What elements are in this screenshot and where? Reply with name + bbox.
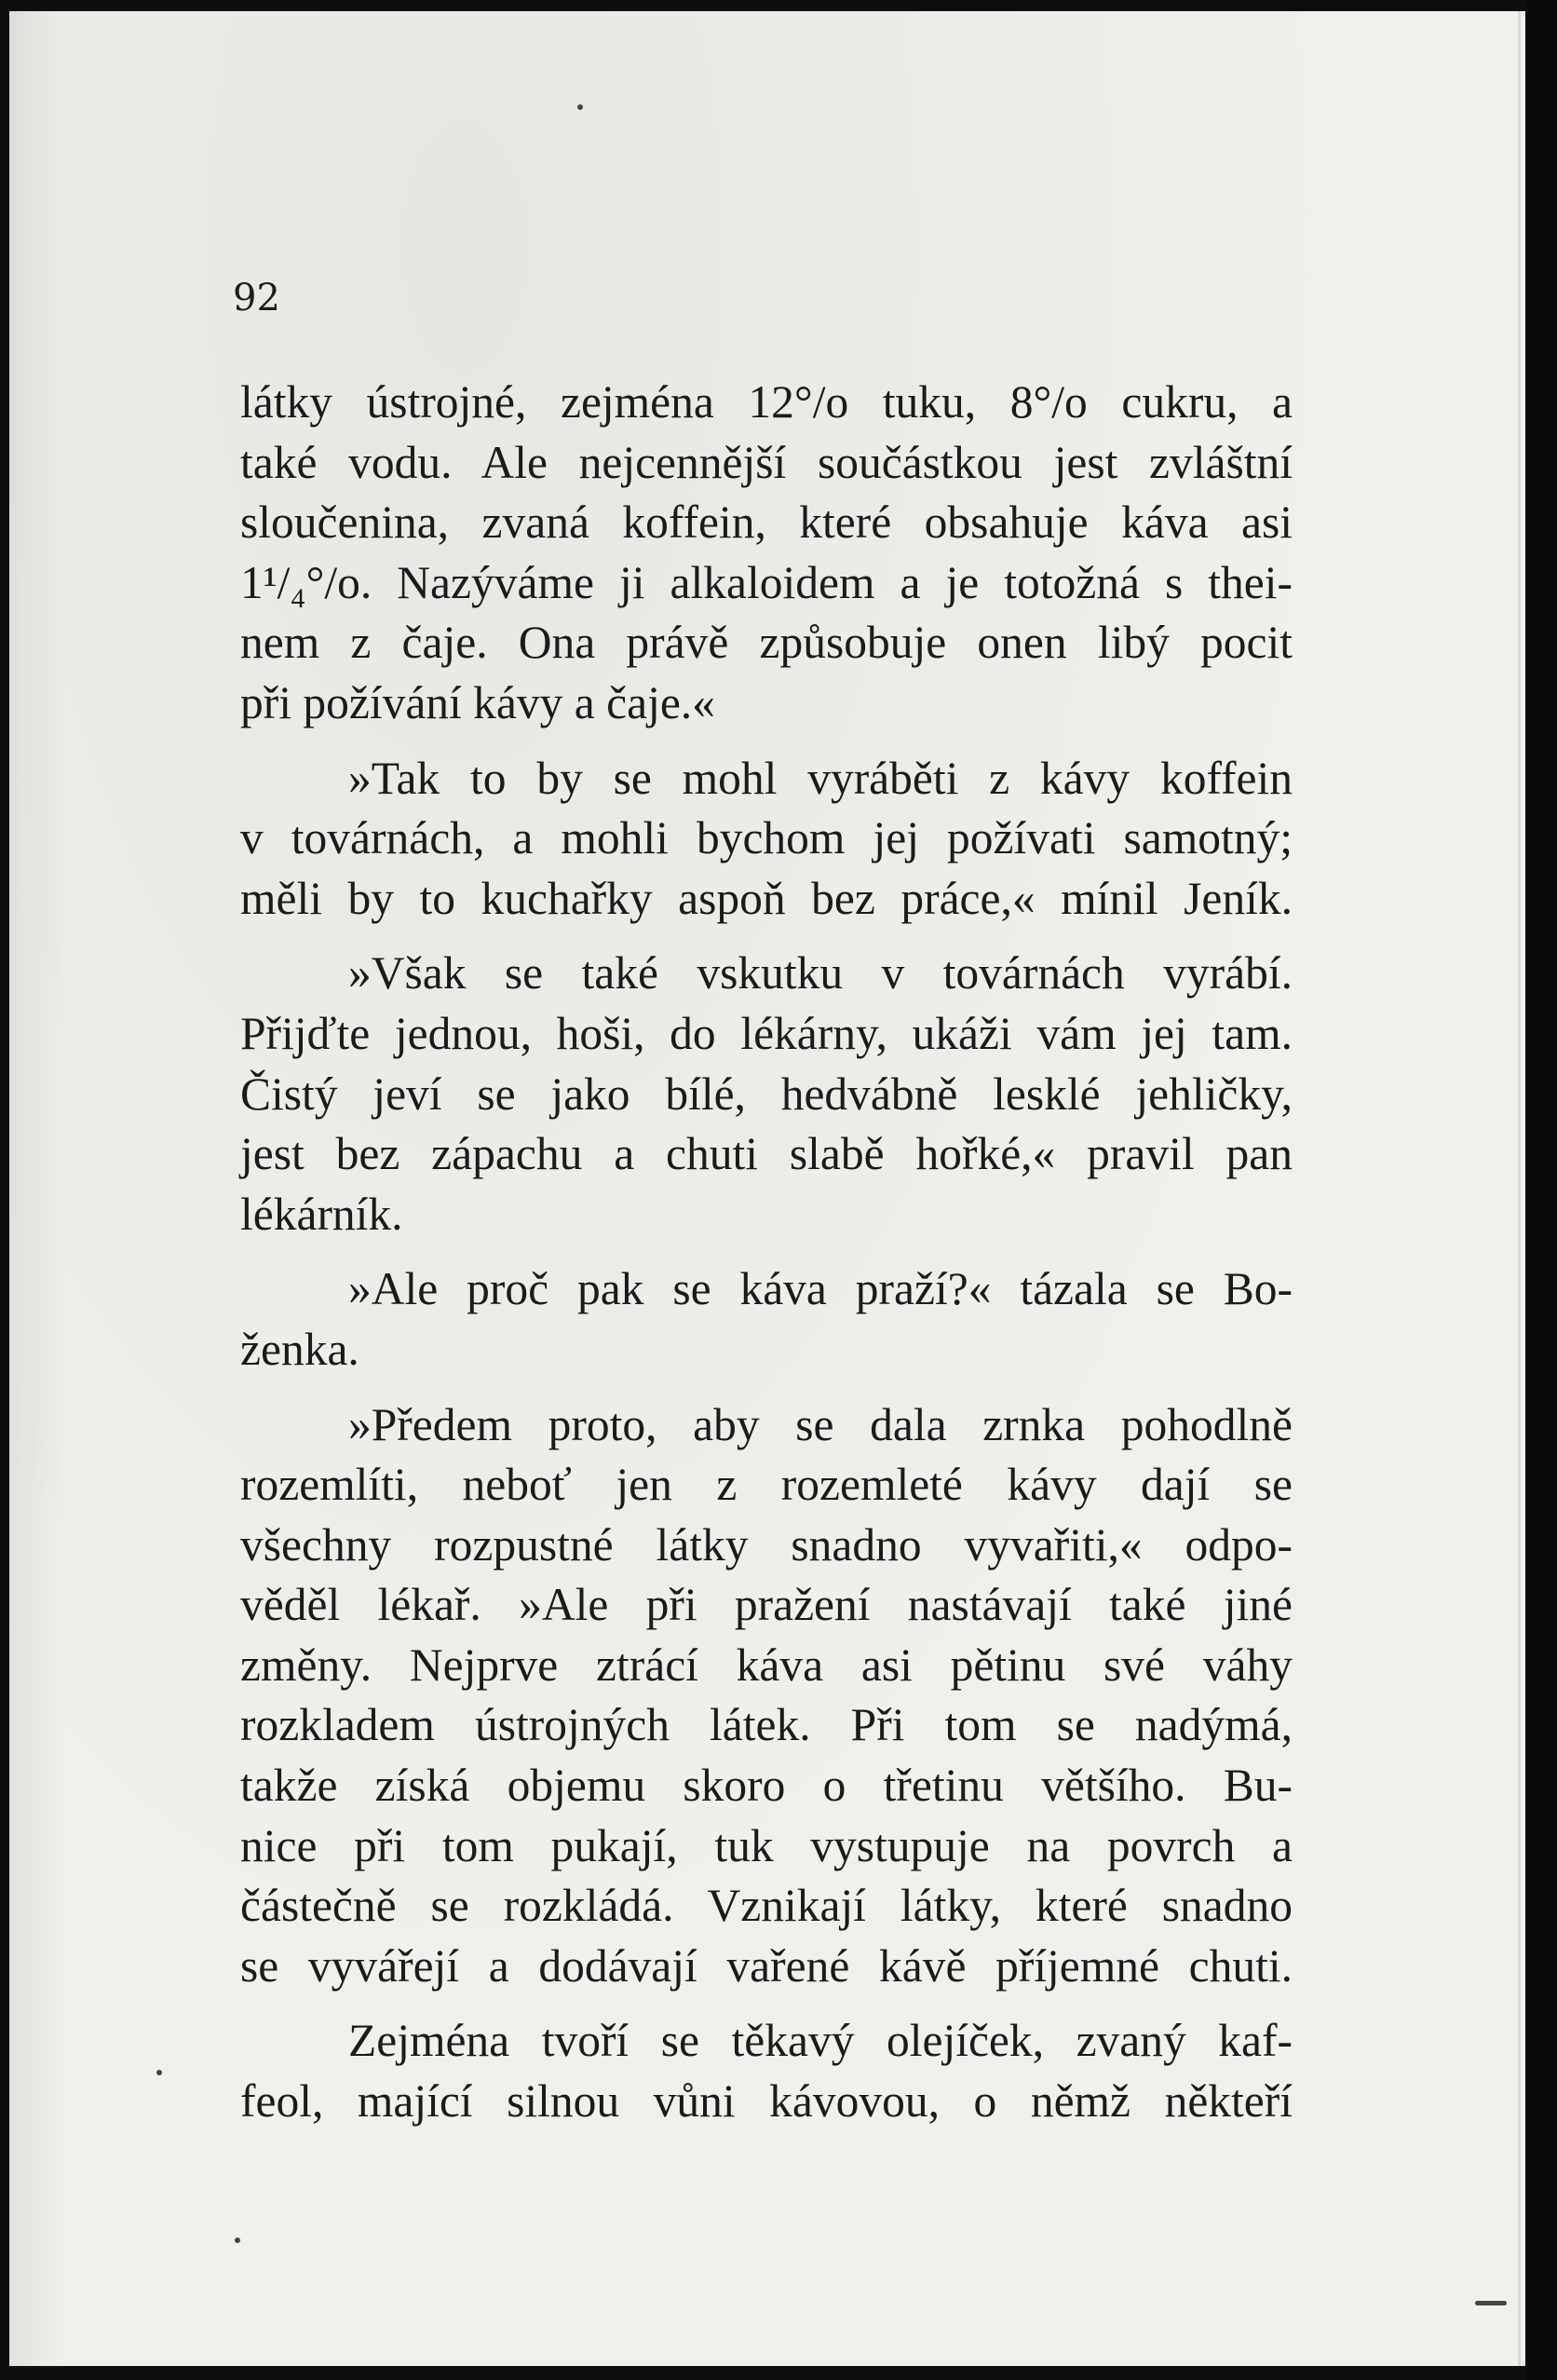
scan-speck [235, 2237, 240, 2243]
scan-speck [156, 2070, 162, 2075]
text-line: lékárník. [240, 1188, 403, 1240]
text-line: ženka. [240, 1323, 359, 1375]
text-line: nice při tom pukají, tuk vystupuje na povrch a [240, 1819, 1293, 1871]
text-line: feol, mající silnou vůni kávovou, o němž někteří [240, 2075, 1293, 2128]
text-line: »Předem proto, aby se dala zrnka pohodlně [348, 1398, 1293, 1450]
text-line: změny. Nejprve ztrácí káva asi pětinu své váhy [240, 1639, 1293, 1691]
text-line: sloučenina, zvaná koffein, které obsahuje káva asi [240, 496, 1293, 549]
text-line: jest bez zápachu a chuti slabě hořké,« pravil pan [240, 1128, 1293, 1180]
text-line: Čistý jeví se jako bílé, hedvábně lesklé jehličky, [240, 1068, 1293, 1120]
text-line: »Ale proč pak se káva praží?« tázala se Bo- [348, 1263, 1293, 1315]
text-line: také vodu. Ale nejcennější součástkou jest zvláštní [240, 436, 1293, 488]
text-line: látky ústrojné, zejména 12°/o tuku, 8°/o cukru, a [240, 376, 1293, 428]
text-line: se vyvářejí a dodávají vařené kávě příjemné chuti. [240, 1939, 1293, 1992]
text-line: věděl lékař. »Ale při pražení nastávají také jiné [240, 1579, 1293, 1631]
page-edge [1518, 11, 1521, 2366]
text-line: v továrnách, a mohli bychom jej požívati samotný; [240, 812, 1293, 864]
text-line: měli by to kuchařky aspoň bez práce,« mínil Jeník. [240, 872, 1293, 924]
text-line: 1¹/₄°/o. Nazýváme ji alkaloidem a je totožná s thei- [240, 556, 1293, 608]
text-line: takže získá objemu skoro o třetinu většího. Bu- [240, 1760, 1293, 1812]
scan-speck [577, 104, 583, 110]
text-line: všechny rozpustné látky snadno vyvařiti,« odpo- [240, 1518, 1293, 1571]
text-line: při požívání kávy a čaje.« [240, 676, 715, 728]
text-line: Přijďte jednou, hoši, do lékárny, ukáži vám jej tam. [240, 1007, 1293, 1059]
text-line: částečně se rozkládá. Vznikají látky, které snadno [240, 1880, 1293, 1932]
text-line: nem z čaje. Ona právě způsobuje onen libý pocit [240, 617, 1293, 669]
text-line: rozkladem ústrojných látek. Při tom se nadýmá, [240, 1699, 1293, 1751]
page-number: 92 [233, 277, 280, 320]
text-line: »Však se také vskutku v továrnách vyrábí. [348, 947, 1293, 1000]
scan-border [1525, 0, 1557, 2380]
text-line: rozemlíti, neboť jen z rozemleté kávy dají se [240, 1459, 1293, 1511]
scan-speck [1475, 2301, 1507, 2305]
text-line: Zejména tvoří se těkavý olejíček, zvaný kaf- [348, 2015, 1293, 2067]
body-text [240, 373, 1293, 2132]
text-line: »Tak to by se mohl vyráběti z kávy koffein [348, 752, 1293, 804]
